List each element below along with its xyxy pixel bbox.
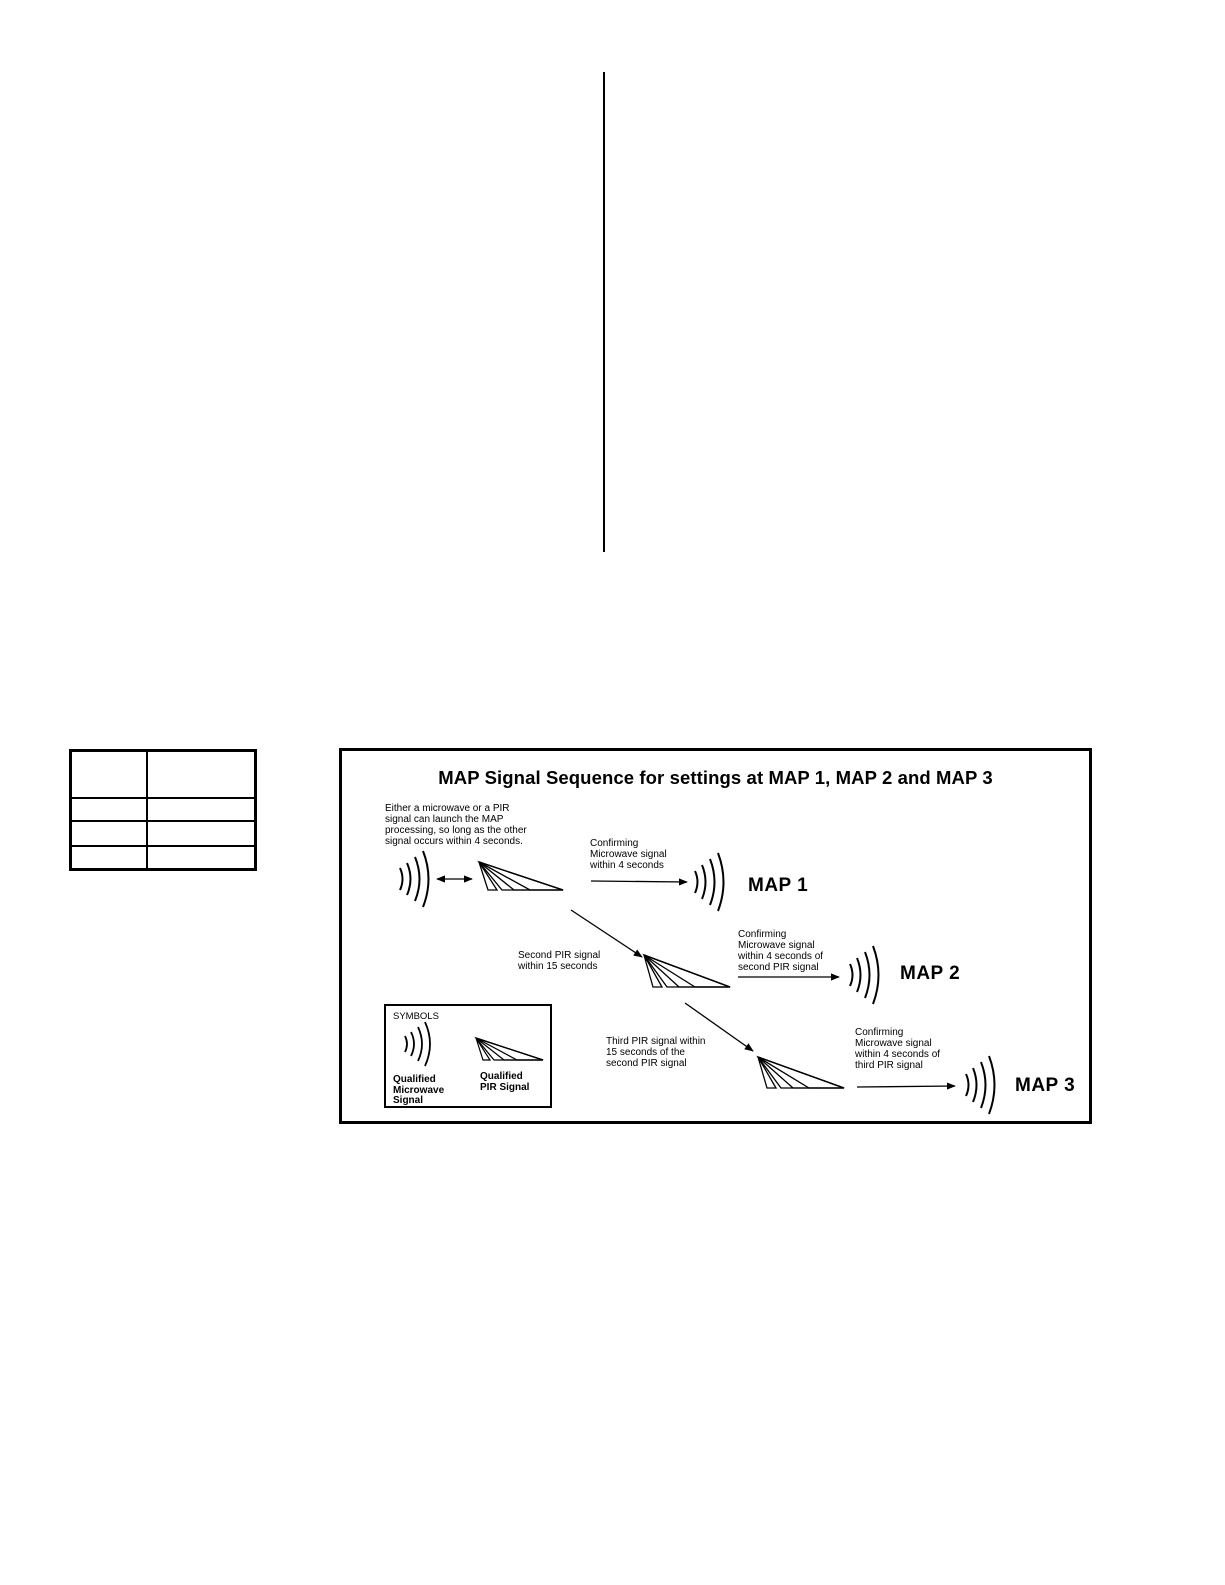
confirm-2-label: Confirming Microwave signal within 4 seconds of second PIR signal	[738, 929, 824, 973]
map1-label: MAP 1	[748, 875, 809, 896]
microwave-signal-icon	[400, 851, 429, 907]
second-pir-label: Second PIR signal within 15 seconds	[518, 950, 601, 972]
pir-caption: Qualified PIR Signal	[480, 1071, 530, 1093]
arrow-icon	[591, 881, 687, 882]
pir-signal-icon	[758, 1057, 844, 1088]
confirm-1-label: Confirming Microwave signal within 4 seconds	[590, 838, 667, 871]
column-divider	[603, 72, 605, 552]
diagram-title: MAP Signal Sequence for settings at MAP 1, MAP 2 and MAP 3	[438, 767, 993, 788]
third-pir-label: Third PIR signal within 15 seconds of the second PIR signal	[606, 1036, 706, 1069]
launch-note: Either a microwave or a PIR signal can launch the MAP processing, so long as the other signal occurs within 4 seconds.	[385, 803, 527, 847]
table-column-divider	[146, 752, 148, 868]
microwave-signal-icon	[850, 946, 879, 1004]
map3-label: MAP 3	[1015, 1075, 1076, 1096]
symbols-title: SYMBOLS	[393, 1011, 439, 1022]
arrow-icon	[857, 1086, 955, 1087]
microwave-caption: Qualified Microwave Signal	[393, 1074, 445, 1106]
microwave-signal-icon	[405, 1022, 430, 1066]
table-row-divider	[72, 797, 254, 799]
map-signal-diagram	[339, 748, 1092, 1124]
table-row-divider	[72, 820, 254, 822]
empty-table	[69, 749, 257, 871]
microwave-signal-icon	[966, 1056, 995, 1114]
symbols-legend	[384, 1004, 552, 1108]
table-row-divider	[72, 845, 254, 847]
microwave-signal-icon	[695, 853, 724, 911]
map2-label: MAP 2	[900, 963, 961, 984]
pir-signal-icon	[479, 862, 563, 890]
confirm-3-label: Confirming Microwave signal within 4 seconds of third PIR signal	[855, 1027, 941, 1071]
pir-signal-icon	[476, 1038, 543, 1060]
pir-signal-icon	[644, 955, 730, 987]
